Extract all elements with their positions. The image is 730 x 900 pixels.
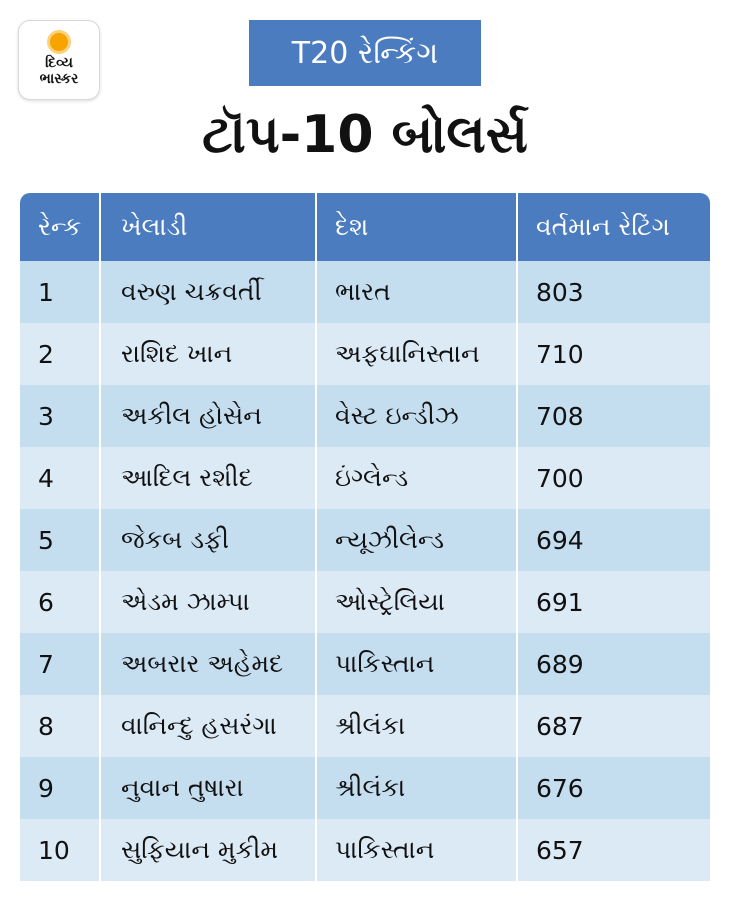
cell-rank: 1 [20,261,101,323]
sun-icon [50,33,68,51]
cell-rank: 8 [20,695,101,757]
cell-country: વેસ્ટ ઇન્ડીઝ [317,385,518,447]
cell-rating: 657 [536,835,584,865]
cell-country: શ્રીલંકા [317,757,518,819]
cell-rating: 676 [536,773,584,803]
rankings-table [20,193,710,881]
cell-rank: 3 [20,385,101,447]
cell-country: ઓસ્ટ્રેલિયા [317,571,518,633]
header-rank: રેન્ક [20,193,101,261]
table-row [20,261,710,323]
logo-line-2: ભાસ્કર [39,71,79,87]
cell-country: ઇંગ્લેન્ડ [317,447,518,509]
cell-country: અફઘાનિસ્તાન [317,323,518,385]
cell-rank: 10 [20,819,101,881]
table-header-row [20,193,710,261]
category-tag: T20 રેન્કિંગ [249,20,481,86]
cell-rank: 6 [20,571,101,633]
cell-rating: 691 [536,587,584,617]
cell-country: શ્રીલંકા [317,695,518,757]
table-row [20,385,710,447]
cell-player: વાનિન્દુ હસરંગા [101,695,317,757]
cell-player: સુફિયાન મુકીમ [101,819,317,881]
table-row [20,633,710,695]
cell-player: જેકબ ડફી [101,509,317,571]
table-row [20,447,710,509]
cell-player: વરુણ ચક્રવર્તી [101,261,317,323]
cell-player: આદિલ રશીદ [101,447,317,509]
cell-player: અબરાર અહેમદ [101,633,317,695]
header-rating: વર્તમાન રેટિંગ [536,212,670,241]
table-row [20,571,710,633]
cell-rank: 9 [20,757,101,819]
header-player: ખેલાડી [101,193,317,261]
cell-player: રાશિદ ખાન [101,323,317,385]
cell-rating: 689 [536,649,584,679]
cell-country: પાકિસ્તાન [317,633,518,695]
table-row [20,509,710,571]
cell-rating: 694 [536,525,584,555]
header-country: દેશ [317,193,518,261]
table-row [20,819,710,881]
cell-country: ન્યૂઝીલેન્ડ [317,509,518,571]
cell-player: અકીલ હોસેન [101,385,317,447]
cell-rank: 5 [20,509,101,571]
cell-country: પાકિસ્તાન [317,819,518,881]
cell-rating: 710 [536,339,584,369]
page-title: ટૉપ-10 બોલર્સ [202,105,528,165]
table-row [20,323,710,385]
cell-player: નુવાન તુષારા [101,757,317,819]
cell-rank: 7 [20,633,101,695]
brand-logo [18,20,100,100]
cell-rating: 687 [536,711,584,741]
table-body [20,261,710,881]
table-row [20,695,710,757]
cell-rating: 700 [536,463,584,493]
table-row [20,757,710,819]
cell-rating: 803 [536,277,584,307]
cell-country: ભારત [317,261,518,323]
cell-rating: 708 [536,401,584,431]
cell-rank: 2 [20,323,101,385]
logo-line-1: દિવ્ય [45,55,73,71]
cell-player: એડમ ઝામ્પા [101,571,317,633]
cell-rank: 4 [20,447,101,509]
